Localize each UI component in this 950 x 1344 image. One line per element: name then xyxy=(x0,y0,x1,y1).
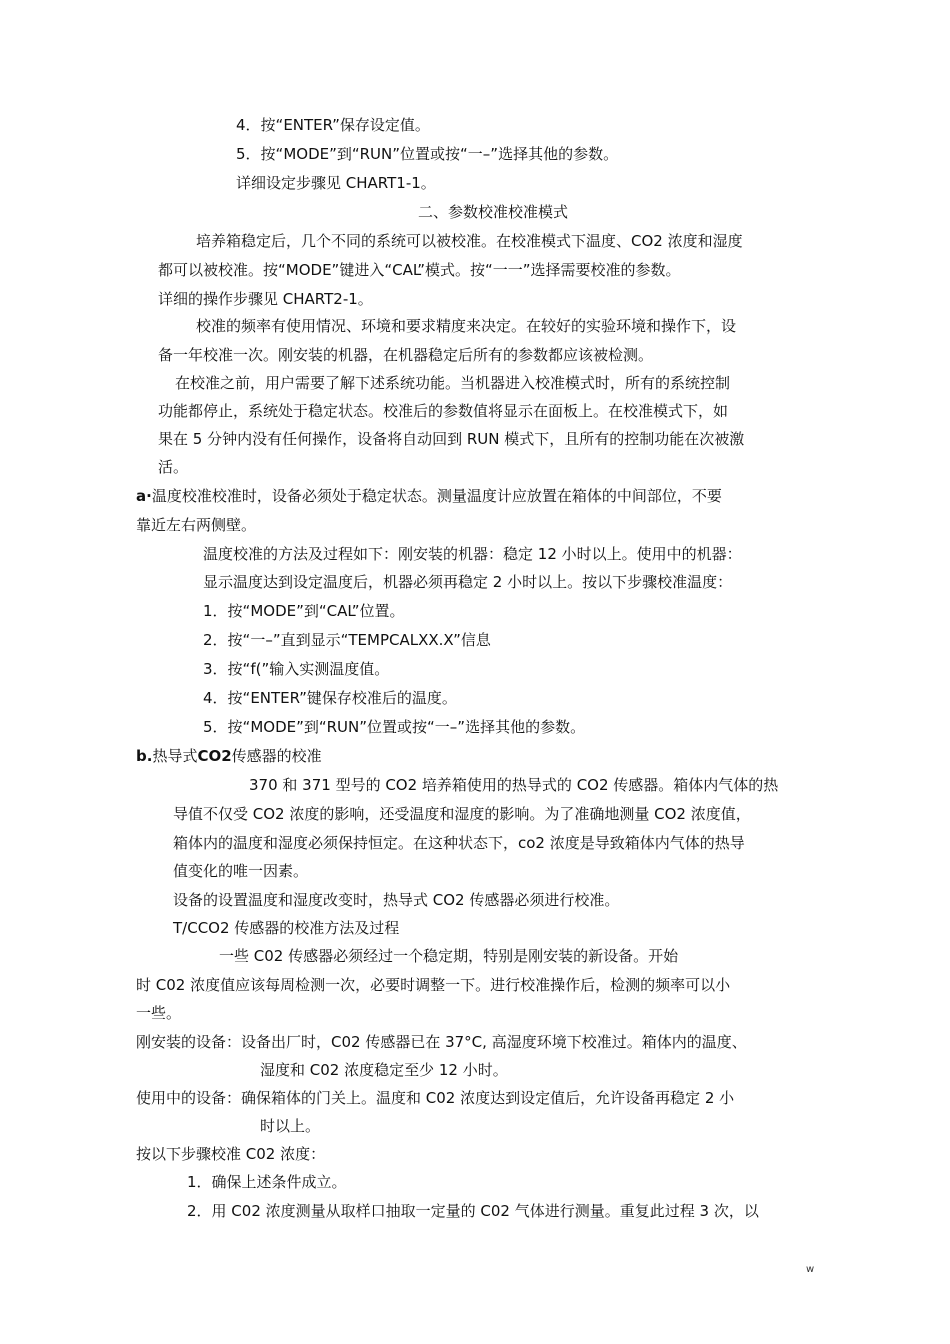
paragraph-line: 温度校准的方法及过程如下：刚安装的机器：稳定 12 小时以上。使用中的机器： xyxy=(203,545,742,563)
list-item: 1．确保上述条件成立。 xyxy=(187,1173,347,1191)
paragraph-line: 湿度和 C02 浓度稳定至少 12 小时。 xyxy=(260,1061,508,1079)
step-5-mode: 5．按“MODE”到“RUN”位置或按“一–”选择其他的参数。 xyxy=(236,145,619,163)
paragraph-line: T/CCO2 传感器的校准方法及过程 xyxy=(173,919,400,937)
page-footer-mark: w xyxy=(806,1264,815,1275)
paragraph-line: 使用中的设备：确保箱体的门关上。温度和 C02 浓度达到设定值后，允许设备再稳定 2 小 xyxy=(136,1089,735,1107)
paragraph-line: 都可以被校准。按“MODE”键进入“CAL”模式。按“一一”选择需要校准的参数。 xyxy=(158,261,681,279)
list-item: 2．按“一–”直到显示“TEMPCALXX.X”信息 xyxy=(203,631,491,649)
paragraph-line: 备一年校准一次。刚安装的机器，在机器稳定后所有的参数都应该被检测。 xyxy=(158,346,654,364)
paragraph-line: 显示温度达到设定温度后，机器必须再稳定 2 小时以上。按以下步骤校准温度： xyxy=(203,573,733,591)
paragraph-line: 时 C02 浓度值应该每周检测一次，必要时调整一下。进行校准操作后，检测的频率可以小 xyxy=(136,976,731,994)
paragraph-line: 导值不仅受 CO2 浓度的影响，还受温度和湿度的影响。为了准确地测量 CO2 浓度值， xyxy=(173,805,751,823)
paragraph-line: 时以上。 xyxy=(260,1117,321,1135)
subsection-a: a·温度校准校准时，设备必须处于稳定状态。测量温度计应放置在箱体的中间部位，不要 xyxy=(136,487,722,505)
paragraph-line: 按以下步骤校准 C02 浓度： xyxy=(136,1145,326,1163)
paragraph-line: 箱体内的温度和湿度必须保持恒定。在这种状态下，co2 浓度是导致箱体内气体的热导 xyxy=(173,834,745,852)
paragraph-line: 在校准之前，用户需要了解下述系统功能。当机器进入校准模式时，所有的系统控制 xyxy=(175,374,731,392)
list-item: 5．按“MODE”到“RUN”位置或按“一–”选择其他的参数。 xyxy=(203,718,586,736)
paragraph-line: 值变化的唯一因素。 xyxy=(173,862,309,880)
paragraph-line: 370 和 371 型号的 CO2 培养箱使用的热导式的 CO2 传感器。箱体内气体的热 xyxy=(249,776,779,794)
paragraph-line: 培养箱稳定后，几个不同的系统可以被校准。在校准模式下温度、CO2 浓度和湿度 xyxy=(196,232,743,250)
section-heading: 二、参数校准校准模式 xyxy=(418,203,569,221)
paragraph-line: 一些 C02 传感器必须经过一个稳定期，特别是刚安装的新设备。开始 xyxy=(219,947,679,965)
paragraph-line: 靠近左右两侧壁。 xyxy=(136,516,257,534)
list-item: 4．按“ENTER”键保存校准后的温度。 xyxy=(203,689,457,707)
step-4-enter: 4．按“ENTER”保存设定值。 xyxy=(236,116,430,134)
paragraph-line: 果在 5 分钟内没有任何操作，设备将自动回到 RUN 模式下，且所有的控制功能在次被激 xyxy=(158,430,745,448)
paragraph-line: 一些。 xyxy=(136,1004,182,1022)
paragraph-line: 刚安装的设备：设备出厂时，C02 传感器已在 37°C, 高湿度环境下校准过。箱体内的温度、 xyxy=(136,1033,747,1051)
subsection-b: b.热导式CO2传感器的校准 xyxy=(136,747,322,765)
list-item: 1．按“MODE”到“CAL”位置。 xyxy=(203,602,405,620)
paragraph-line: 设备的设置温度和湿度改变时，热导式 CO2 传感器必须进行校准。 xyxy=(173,891,620,909)
chart-reference: 详细设定步骤见 CHART1-1。 xyxy=(236,174,436,192)
list-item: 3．按“f(”输入实测温度值。 xyxy=(203,660,390,678)
paragraph-line: 活。 xyxy=(158,458,189,476)
paragraph-line: 详细的操作步骤见 CHART2-1。 xyxy=(158,290,373,308)
paragraph-line: 功能都停止，系统处于稳定状态。校准后的参数值将显示在面板上。在校准模式下，如 xyxy=(158,402,729,420)
paragraph-line: 校准的频率有使用情况、环境和要求精度来决定。在较好的实验环境和操作下，设 xyxy=(196,317,737,335)
list-item: 2．用 C02 浓度测量从取样口抽取一定量的 C02 气体进行测量。重复此过程 3 次，以 xyxy=(187,1202,759,1220)
